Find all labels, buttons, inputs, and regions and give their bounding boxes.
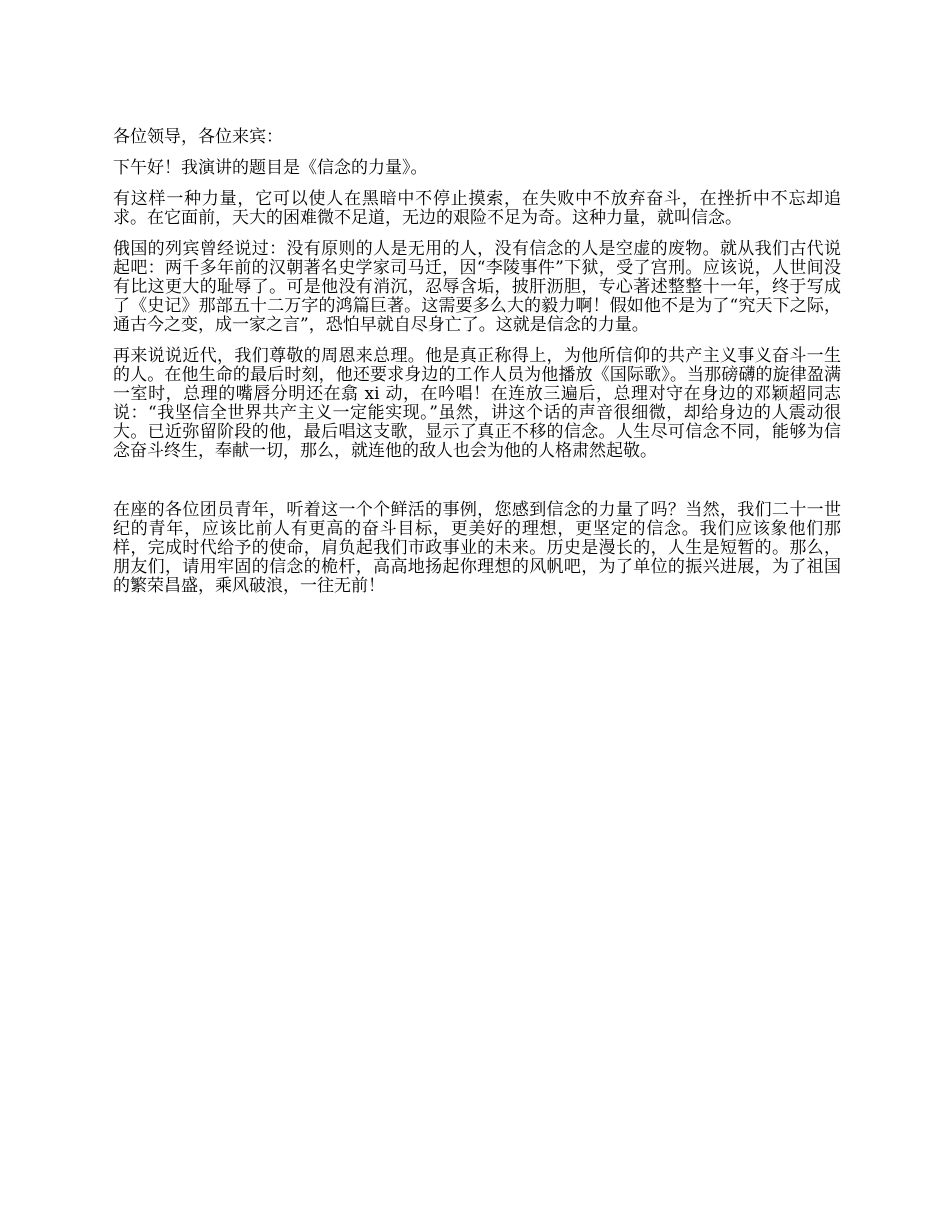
document-page	[113, 128, 841, 608]
salutation: 各位领导，各位来宾：	[113, 127, 283, 147]
greeting-and-title: 下午好！我演讲的题目是《信念的力量》。	[113, 158, 428, 178]
closing-paragraph: 在座的各位团员青年，听着这一个个鲜活的事例，您感到信念的力量了吗？当然，我们二十一世纪的青年，应该比前人有更高的奋斗目标，更美好的理想，更坚定的信念。我们应该象他们那样，完成时代给予的使命，肩负起我们市政事业的未来。历史是漫长的，人生是短暂的。那么，朋友们，请用牢固的信念的桅杆，高高地扬起你理想的风帆吧，为了单位的振兴进展，为了祖国的繁荣昌盛，乘风破浪，一往无前！	[113, 500, 841, 596]
blank-line	[113, 473, 841, 501]
intro-paragraph: 有这样一种力量，它可以使人在黑暗中不停止摸索，在失败中不放弃奋斗，在挫折中不忘却追求。在它面前，天大的困难微不足道，无边的艰险不足为奇。这种力量，就叫信念。	[113, 189, 841, 228]
zhou-enlai-paragraph: 再来说说近代，我们尊敬的周恩来总理。他是真正称得上，为他所信仰的共产主义事义奋斗一生的人。在他生命的最后时刻，他还要求身边的工作人员为他播放《国际歌》。当那磅礴的旋律盈满一室时，总理的嘴唇分明还在翕 xi 动，在吟唱！在连放三遍后，总理对守在身边的邓颖超同志说：“我坚信全世界共产主义一定能实现。”虽然，讲这个话的声音很细微，却给身边的人震动很大。已近弥留阶段的他，最后唱这支歌，显示了真正不移的信念。人生尽可信念不同，能够为信念奋斗终生，奉献一切，那么，就连他的敌人也会为他的人格肃然起敬。	[113, 346, 841, 461]
sima-qian-paragraph: 俄国的列宾曾经说过：没有原则的人是无用的人，没有信念的人是空虚的废物。就从我们古代说起吧：两千多年前的汉朝著名史学家司马迁，因“李陵事件”下狱，受了宫刑。应该说，人世间没有比这更大的耻辱了。可是他没有消沉，忍辱含垢，披肝沥胆，专心著述整整十一年，终于写成了《史记》那部五十二万字的鸿篇巨著。这需要多么大的毅力啊！假如他不是为了“究天下之际，通古今之变，成一家之言”，恐怕早就自尽身亡了。这就是信念的力量。	[113, 239, 841, 335]
